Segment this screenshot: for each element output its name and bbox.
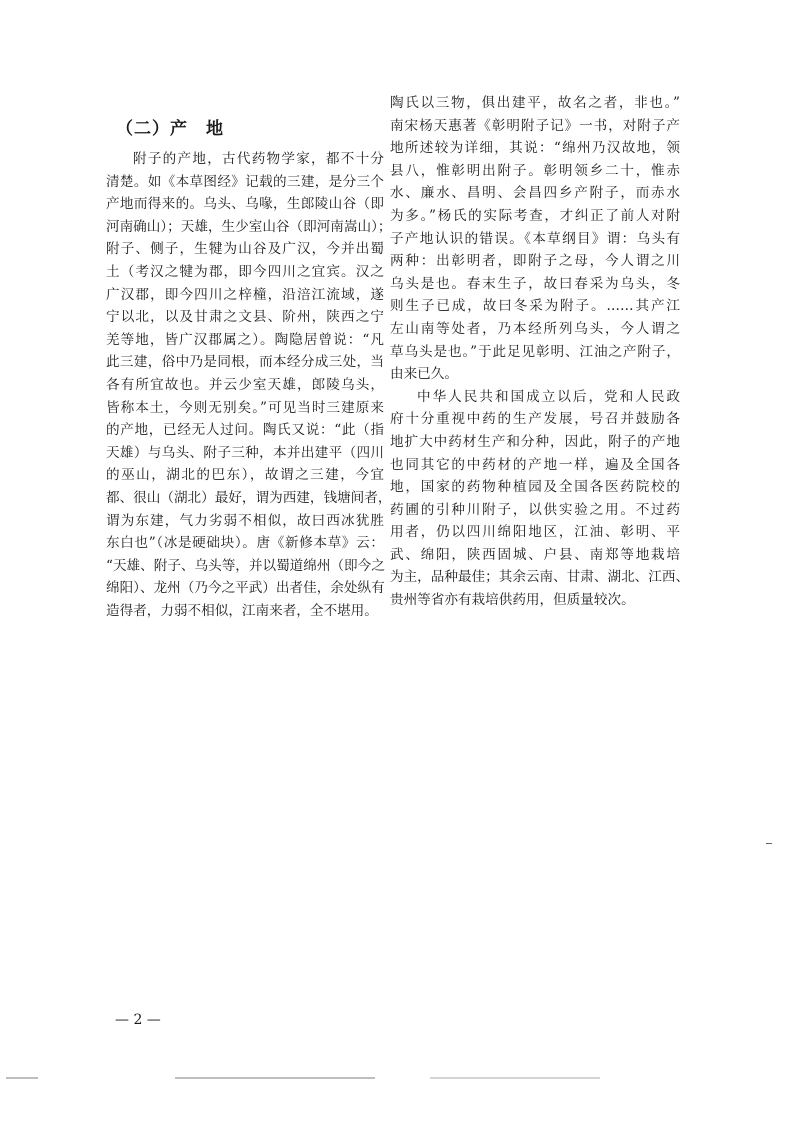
- text-line: 由来已久。: [390, 366, 458, 383]
- text-line: 陶氏以三物，俱出建平，故名之者，非也。”: [390, 95, 680, 111]
- text-line: 谓为东建，气力劣弱不相似，故曰西冰犹胜: [106, 512, 384, 529]
- text-line: 府十分重视中药的生产发展，号召并鼓励各: [390, 411, 680, 428]
- scan-artifact: [6, 1077, 38, 1079]
- text-line: 广汉郡，即今四川之梓橦，沿涪江流域，遂: [106, 286, 384, 303]
- text-line: 中华人民共和国成立以后，党和人民政: [417, 388, 680, 405]
- text-line: 都、很山（湖北）最好，谓为西建，钱塘间者，: [106, 489, 392, 506]
- text-line: 也同其它的中药材的产地一样，遍及全国各: [390, 456, 680, 473]
- scan-artifact: [766, 843, 772, 844]
- text-line: 用者，仍以四川绵阳地区，江油、彰明、平: [390, 524, 680, 541]
- text-line: 土（考汉之犍为郡，即今四川之宜宾。汉之: [106, 263, 384, 280]
- text-line: 子产地认识的错误。《本草纲目》谓：乌头有: [390, 230, 680, 247]
- text-line: “天雄、附子、乌头等，并以蜀道绵州（即今之: [106, 557, 385, 574]
- right-column: [390, 92, 690, 612]
- scan-artifact: [430, 1077, 600, 1079]
- text-line: 为多。”杨氏的实际考查，才纠正了前人对附: [390, 207, 680, 224]
- text-line: 草乌头是也。”于此足见彰明、江油之产附子，: [390, 343, 680, 360]
- text-line: 的产地，已经无人过问。陶氏又说：“此（指: [106, 422, 384, 439]
- text-line: 附子、侧子，生犍为山谷及广汉，今并出蜀: [106, 241, 384, 258]
- text-line: 皆称本土，今则无别矣。”可见当时三建原来: [106, 399, 384, 416]
- section-title-b: 地: [206, 119, 224, 139]
- text-line: 绵阳）、龙州（乃今之平武）出者佳，余处纵有: [106, 580, 385, 597]
- text-line: 两种：出彰明者，即附子之母，今人谓之川: [390, 253, 680, 270]
- text-line: 贵州等省亦有栽培供药用，但质量较次。: [390, 592, 635, 609]
- text-line: 则生子已成，故曰冬采为附子。……其产江: [390, 298, 680, 315]
- text-line: 天雄）与乌头、附子三种，本并出建平（四川: [106, 444, 384, 461]
- text-line: 清楚。如《本草图经》记载的三建，是分三个: [106, 173, 384, 190]
- text-line: 羌等地，皆广汉郡属之）。陶隐居曾说：“凡: [106, 331, 384, 348]
- section-title-a: 产: [170, 119, 188, 139]
- text-line: 各有所宜故也。并云少室天雄，郎陵乌头，: [106, 376, 384, 393]
- left-column: [106, 148, 392, 622]
- text-line: 南宋杨天惠著《彰明附子记》一书，对附子产: [390, 117, 680, 134]
- text-line: 宁以北，以及甘肃之文县、阶州，陕西之宁: [106, 309, 384, 326]
- text-line: 武、绵阳，陕西固城、户县、南郑等地栽培: [390, 546, 680, 563]
- text-line: 的巫山，湖北的巴东），故谓之三建，今宜: [106, 467, 384, 484]
- page-number: — 2 —: [115, 1012, 161, 1028]
- text-line: 河南确山）；天雄，生少室山谷（即河南嵩山）；: [106, 218, 392, 235]
- section-number: （二）: [116, 119, 170, 139]
- text-line: 地扩大中药材生产和分种，因此，附子的产地: [390, 433, 680, 450]
- text-line: 为主，品种最佳；其余云南、甘肃、湖北、江西、: [390, 569, 690, 586]
- text-line: 东白也”（冰是硬础块）。唐《新修本草》云：: [106, 535, 384, 552]
- text-line: 附子的产地，古代药物学家，都不十分: [133, 151, 384, 167]
- text-line: 地，国家的药物种植园及全国各医药院校的: [390, 479, 680, 496]
- text-line: 此三建，俗中乃是同根，而本经分成三处，当: [106, 354, 384, 371]
- text-line: 造得者，力弱不相似，江南来者，全不堪用。: [106, 602, 378, 619]
- text-line: 地所述较为详细，其说：“绵州乃汉故地，领: [390, 140, 680, 157]
- text-line: 药圃的引种川附子，以供实验之用。不过药: [390, 501, 680, 518]
- text-line: 乌头是也。春末生子，故曰春采为乌头，冬: [390, 275, 680, 292]
- section-heading: [116, 114, 224, 139]
- text-line: 左山南等处者，乃本经所列乌头，今人谓之: [390, 320, 680, 337]
- text-line: 县八，惟彰明出附子。彰明领乡二十，惟赤: [390, 162, 680, 179]
- scan-artifact: [175, 1077, 375, 1079]
- text-line: 水、廉水、昌明、会昌四乡产附子，而赤水: [390, 185, 680, 202]
- text-line: 产地而得来的。乌头、乌喙，生郎陵山谷（即: [106, 196, 384, 213]
